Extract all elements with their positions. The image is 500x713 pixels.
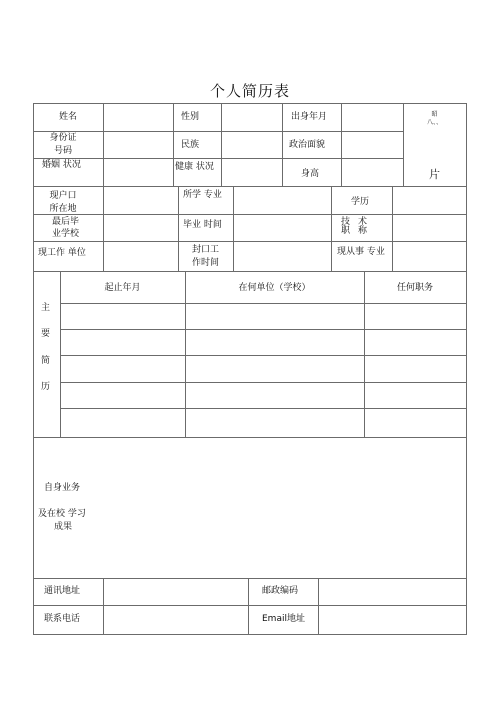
label-sealed-line2: 作时间 — [191, 258, 219, 268]
label-ethnic: 民族 — [181, 140, 200, 150]
row-line-5 — [33, 241, 467, 242]
label-political: 政治面貌 — [289, 140, 326, 150]
resume-row-line-2 — [60, 355, 467, 356]
achievements-label-line1: 自身业务 — [44, 483, 81, 493]
row-line-3 — [33, 186, 467, 187]
col-line-r4-a — [103, 186, 104, 271]
contact-row-line — [33, 605, 467, 606]
row-line-4 — [33, 214, 467, 215]
table-left-border — [33, 103, 34, 634]
label-id-line1: 身份证 — [49, 133, 77, 143]
label-name: 姓名 — [58, 112, 77, 122]
table-right-border — [466, 103, 467, 634]
row-line-6 — [33, 271, 467, 272]
table-top-border — [33, 103, 467, 104]
col-line-r4-e — [392, 186, 393, 271]
label-current-major: 现从事 专业 — [337, 247, 385, 257]
label-gender: 性别 — [181, 112, 200, 122]
row-line-2 — [33, 158, 403, 159]
label-sealed-line1: 封口工 — [191, 245, 219, 255]
col-line-e — [341, 103, 342, 186]
label-grad-time: 毕业 时间 — [183, 220, 222, 230]
label-height: 身高 — [301, 169, 320, 179]
label-major: 所学 专业 — [183, 190, 222, 200]
achievements-bottom-line — [33, 578, 467, 579]
resume-side-divider — [60, 271, 61, 437]
resume-side-char-3: 简 — [41, 356, 51, 366]
label-address: 通讯地址 — [44, 586, 81, 596]
achievements-label-line2: 及在校 学习 — [38, 509, 86, 519]
col-line-c — [221, 103, 222, 186]
col-line-r4-d — [331, 186, 332, 271]
label-health: 健康 状况 — [175, 162, 214, 172]
page-title: 个人简历表 — [209, 82, 290, 100]
label-grad-school-line2: 业学校 — [51, 229, 79, 239]
label-tech-title-b: 术称 — [356, 216, 366, 234]
resume-row-line-3 — [60, 382, 467, 383]
resume-col-line-2 — [364, 271, 365, 437]
col-line-d — [282, 103, 283, 186]
label-education: 学历 — [351, 197, 370, 207]
table-bottom-border — [33, 634, 467, 635]
resume-row-line-1 — [60, 329, 467, 330]
resume-header-period: 起止年月 — [104, 283, 141, 293]
contact-col-line-2 — [248, 578, 249, 634]
col-line-r4-c — [233, 186, 234, 271]
resume-bottom-line — [33, 437, 467, 438]
col-line-a — [103, 103, 104, 186]
label-id-line2: 号码 — [53, 146, 72, 156]
resume-col-line-1 — [185, 271, 186, 437]
resume-side-char-1: 主 — [41, 303, 51, 313]
label-email: Email地址 — [262, 614, 305, 624]
col-line-b — [173, 103, 174, 186]
label-hukou-line1: 现户口 — [49, 191, 77, 201]
resume-side-char-4: 历 — [41, 382, 51, 392]
label-phone: 联系电话 — [44, 614, 81, 624]
contact-col-line-3 — [318, 578, 319, 634]
photo-label-sub: 八、、 — [426, 119, 442, 126]
photo-label-bottom: 片 — [429, 168, 440, 181]
resume-side-char-2: 要 — [41, 329, 51, 339]
label-birth: 出身年月 — [291, 112, 328, 122]
label-tech-title-a: 技职 — [339, 216, 349, 234]
contact-col-line-1 — [103, 578, 104, 634]
photo-label-top: 昭 — [431, 111, 438, 118]
label-grad-school-line1: 最后毕 — [51, 217, 79, 227]
label-marital: 婚姻 状况 — [42, 160, 81, 170]
label-hukou-line2: 所在地 — [49, 204, 77, 214]
achievements-label-line3: 成果 — [54, 522, 73, 532]
resume-header-line — [60, 303, 467, 304]
label-postcode: 邮政编码 — [262, 586, 299, 596]
label-work-unit: 现工作 单位 — [38, 248, 86, 258]
resume-header-position: 任何职务 — [396, 283, 433, 293]
resume-header-unit: 在何单位（学校） — [238, 283, 311, 293]
resume-row-line-4 — [60, 408, 467, 409]
